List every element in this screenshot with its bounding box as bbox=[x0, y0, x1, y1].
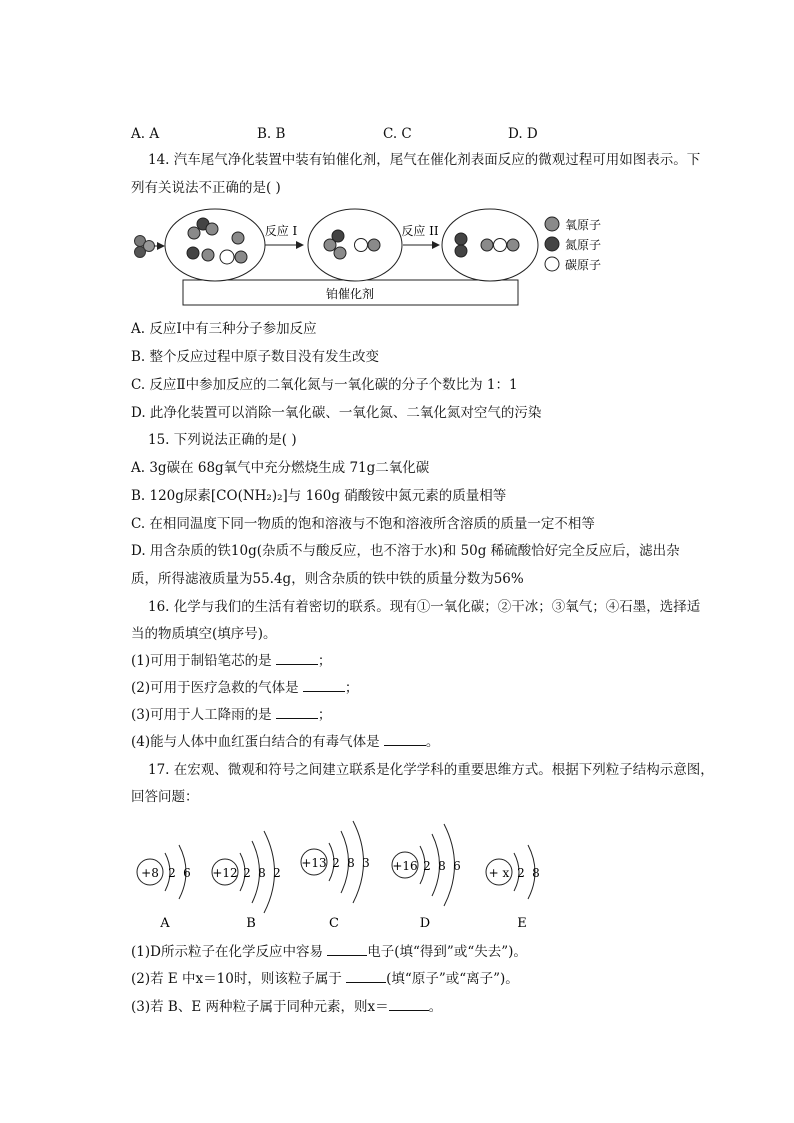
svg-text:6: 6 bbox=[183, 866, 191, 880]
svg-text:+ x: + x bbox=[488, 866, 510, 880]
q14-stem-line2: 列有关说法不正确的是( ) bbox=[131, 180, 281, 196]
legend-oxygen: 氧原子 bbox=[565, 218, 602, 232]
particle-d bbox=[392, 824, 461, 931]
q13-option-d: D. D bbox=[508, 126, 538, 142]
q16-stem-line2: 当的物质填空(填序号)。 bbox=[131, 626, 277, 642]
svg-text:8: 8 bbox=[532, 866, 540, 880]
svg-text:3: 3 bbox=[362, 856, 370, 870]
answer-blank[interactable] bbox=[384, 733, 426, 746]
q16-item-2: (2)可用于医疗急救的气体是 ； bbox=[131, 680, 359, 696]
q15-option-d-line1: D. 用含杂质的铁10g(杂质不与酸反应，也不溶于水)和 50g 稀硫酸恰好完全反应后，滤出杂 bbox=[131, 543, 680, 559]
svg-text:+13: +13 bbox=[301, 856, 327, 870]
svg-text:2: 2 bbox=[332, 856, 340, 870]
q13-option-c: C. C bbox=[383, 126, 412, 142]
legend-nitrogen: 氮原子 bbox=[565, 238, 602, 252]
q14-option-a: A. 反应Ⅰ中有三种分子参加反应 bbox=[131, 321, 317, 337]
svg-text:2: 2 bbox=[423, 859, 431, 873]
q14-option-b: B. 整个反应过程中原子数目没有发生改变 bbox=[131, 349, 380, 365]
svg-text:+12: +12 bbox=[212, 866, 238, 880]
diagram-legend bbox=[545, 217, 601, 272]
legend-carbon: 碳原子 bbox=[565, 258, 602, 272]
stage1-ellipse bbox=[165, 209, 265, 281]
svg-text:8: 8 bbox=[258, 866, 266, 880]
answer-blank[interactable] bbox=[303, 679, 345, 692]
particle-d-label: D bbox=[419, 916, 431, 931]
svg-text:2: 2 bbox=[273, 866, 281, 880]
q15-option-c: C. 在相同温度下同一物质的饱和溶液与不饱和溶液所含溶质的质量一定不相等 bbox=[131, 516, 595, 532]
q17-stem-line1: 17. 在宏观、微观和符号之间建立联系是化学学科的重要思维方式。根据下列粒子结构示意图， bbox=[148, 762, 714, 778]
answer-blank[interactable] bbox=[389, 998, 429, 1011]
svg-text:6: 6 bbox=[453, 859, 461, 873]
q14-stem-line1: 14. 汽车尾气净化装置中装有铂催化剂，尾气在催化剂表面反应的微观过程可用如图表示。下 bbox=[148, 152, 701, 168]
q14-option-c: C. 反应Ⅱ中参加反应的二氧化氮与一氧化碳的分子个数比为 1：1 bbox=[131, 377, 518, 393]
particle-c bbox=[301, 821, 370, 931]
q16-item-1: (1)可用于制铅笔芯的是 ； bbox=[131, 653, 332, 669]
q13-option-b: B. B bbox=[257, 126, 286, 142]
q16-item-3: (3)可用于人工降雨的是 ； bbox=[131, 707, 332, 723]
q14-reaction-diagram bbox=[128, 205, 628, 310]
svg-text:8: 8 bbox=[347, 856, 355, 870]
particle-a-label: A bbox=[160, 916, 170, 931]
answer-blank[interactable] bbox=[276, 652, 318, 665]
q13-option-a: A. A bbox=[131, 126, 160, 142]
answer-blank[interactable] bbox=[276, 706, 318, 719]
q17-stem-line2: 回答问题： bbox=[131, 789, 199, 805]
svg-text:+8: +8 bbox=[141, 866, 159, 880]
q15-option-b: B. 120g尿素[CO(NH₂)₂]与 160g 硝酸铵中氮元素的质量相等 bbox=[131, 488, 507, 504]
q14-option-d: D. 此净化装置可以消除一氧化碳、一氧化氮、二氧化氮对空气的污染 bbox=[131, 405, 542, 421]
q15-option-d-line2: 质，所得滤液质量为55.4g，则含杂质的铁中铁的质量分数为56% bbox=[131, 571, 524, 587]
q16-item-4: (4)能与人体中血红蛋白结合的有毒气体是 。 bbox=[131, 734, 440, 750]
q15-stem: 15. 下列说法正确的是( ) bbox=[148, 432, 297, 448]
incoming-molecule bbox=[135, 236, 155, 258]
catalyst-label: 铂催化剂 bbox=[325, 287, 375, 301]
svg-text:2: 2 bbox=[517, 866, 525, 880]
particle-b bbox=[212, 831, 281, 931]
q17-question-3: (3)若 B、E 两种粒子属于同种元素，则x＝ 。 bbox=[131, 999, 443, 1015]
reaction2-label: 反应 II bbox=[401, 224, 439, 238]
particle-e-label: E bbox=[517, 916, 527, 931]
particle-e bbox=[486, 845, 540, 931]
reaction1-label: 反应 I bbox=[264, 224, 298, 238]
answer-blank[interactable] bbox=[327, 943, 367, 956]
q17-question-2: (2)若 E 中x＝10时，则该粒子属于 (填“原子”或“离子”)。 bbox=[131, 971, 519, 987]
svg-text:2: 2 bbox=[168, 866, 176, 880]
q16-stem-line1: 16. 化学与我们的生活有着密切的联系。现有①一氧化碳；②干冰；③氧气；④石墨，选择适 bbox=[148, 599, 701, 615]
svg-text:8: 8 bbox=[438, 859, 446, 873]
particle-b-label: B bbox=[246, 916, 256, 931]
svg-text:+16: +16 bbox=[392, 859, 418, 873]
q15-option-a: A. 3g碳在 68g氧气中充分燃烧生成 71g二氧化碳 bbox=[131, 460, 430, 476]
q17-question-1: (1)D所示粒子在化学反应中容易 电子(填“得到”或“失去”)。 bbox=[131, 944, 527, 960]
particle-a bbox=[137, 845, 191, 931]
answer-blank[interactable] bbox=[346, 970, 386, 983]
q17-particle-diagrams bbox=[125, 815, 555, 940]
particle-c-label: C bbox=[329, 916, 339, 931]
svg-text:2: 2 bbox=[243, 866, 251, 880]
